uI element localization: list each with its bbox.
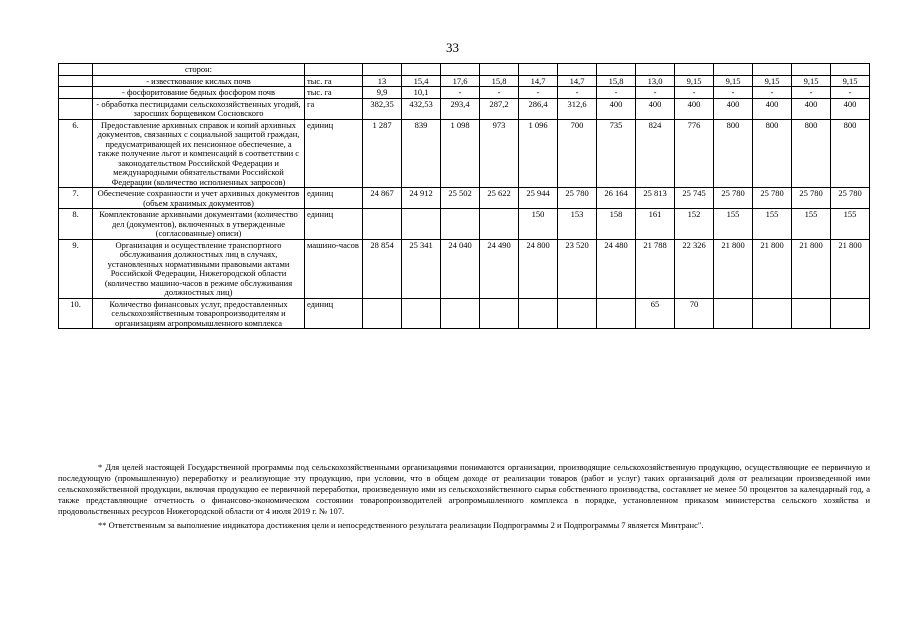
value-cell: 1 096 — [519, 119, 558, 188]
value-cell: - — [597, 87, 636, 99]
value-cell — [402, 298, 441, 329]
value-cell: 400 — [636, 98, 675, 119]
row-name: сторон: — [93, 64, 305, 76]
value-cell: 432,53 — [402, 98, 441, 119]
value-cell: 26 164 — [597, 188, 636, 209]
value-cell: - — [636, 87, 675, 99]
value-cell: 776 — [675, 119, 714, 188]
footnote-2: ** Ответственным за выполнение индикатора достижения цели и непосредственного результата реализации Подпрограммы 2 и Подпрограммы 7 является Минтранс". — [98, 520, 704, 531]
row-name: Обеспечение сохранности и учет архивных документов (объем хранимых документов) — [93, 188, 305, 209]
value-cell: - — [519, 87, 558, 99]
table-row — [59, 188, 870, 209]
row-unit: га — [305, 98, 363, 119]
row-unit: единиц — [305, 209, 363, 240]
footnote-1: * Для целей настоящей Государственной программы под сельскохозяйственными организациями понимаются организации, производящие сельскохозяйственную продукцию, осуществляющие ее первичную и последующую (промышленную) переработку и реализующие эту продукцию, при условии, что в общем доходе от реализации товаров (работ и услуг) таких организаций доля от реализации произведенной ими сельскохозяйственной продукции, включая продукцию ее первичной переработки, произведенную ими из сельскохозяйственного сырья собственного производства, составляет не менее 50 процентов за календарный год, а также представляющие отчетность о финансово-экономическом состоянии товаропроизводителей агропромышленного комплекса в порядке, установленном приказом министерства сельского хозяйства и продовольственных ресурсов Нижегородской области от 4 июля 2019 г. № 107. — [58, 462, 870, 517]
value-cell: 70 — [675, 298, 714, 329]
value-cell — [402, 209, 441, 240]
value-cell: 700 — [558, 119, 597, 188]
row-unit: единиц — [305, 188, 363, 209]
row-index: 6. — [59, 119, 93, 188]
value-cell: 13,0 — [636, 75, 675, 87]
value-cell: 400 — [675, 98, 714, 119]
row-unit: единиц — [305, 119, 363, 188]
value-cell: 800 — [792, 119, 831, 188]
value-cell: 21 800 — [753, 239, 792, 298]
value-cell: 9,15 — [753, 75, 792, 87]
value-cell — [519, 298, 558, 329]
value-cell: 24 480 — [597, 239, 636, 298]
value-cell: 9,9 — [363, 87, 402, 99]
value-cell — [597, 298, 636, 329]
value-cell: 400 — [714, 98, 753, 119]
value-cell: 14,7 — [519, 75, 558, 87]
value-cell: 15,8 — [597, 75, 636, 87]
value-cell — [441, 209, 480, 240]
value-cell: 155 — [792, 209, 831, 240]
row-index: 9. — [59, 239, 93, 298]
value-cell: 973 — [480, 119, 519, 188]
table-row — [59, 64, 870, 76]
value-cell: 153 — [558, 209, 597, 240]
value-cell: 25 622 — [480, 188, 519, 209]
value-cell — [363, 209, 402, 240]
row-index: 8. — [59, 209, 93, 240]
value-cell — [714, 298, 753, 329]
page-number: 33 — [446, 40, 459, 55]
value-cell: 155 — [714, 209, 753, 240]
table-row — [59, 239, 870, 298]
value-cell — [558, 298, 597, 329]
value-cell: 800 — [831, 119, 870, 188]
value-cell: 735 — [597, 119, 636, 188]
value-cell: 400 — [597, 98, 636, 119]
table-row — [59, 98, 870, 119]
value-cell: - — [831, 87, 870, 99]
value-cell: 25 813 — [636, 188, 675, 209]
value-cell: 312,6 — [558, 98, 597, 119]
value-cell: - — [753, 87, 792, 99]
value-cell: 287,2 — [480, 98, 519, 119]
value-cell: 13 — [363, 75, 402, 87]
row-name: Количество финансовых услуг, предоставленных сельскохозяйственным товаропроизводителям и организациям агропромышленного комплекса — [93, 298, 305, 329]
indicators-table — [58, 63, 870, 329]
row-unit: тыс. га — [305, 87, 363, 99]
value-cell: 1 287 — [363, 119, 402, 188]
value-cell: 286,4 — [519, 98, 558, 119]
table-row — [59, 87, 870, 99]
value-cell: 65 — [636, 298, 675, 329]
row-index — [59, 64, 93, 76]
value-cell: 9,15 — [675, 75, 714, 87]
value-cell: 25 341 — [402, 239, 441, 298]
row-unit: машино-часов — [305, 239, 363, 298]
value-cell: 24 040 — [441, 239, 480, 298]
value-cell: 25 745 — [675, 188, 714, 209]
value-cell: 21 800 — [714, 239, 753, 298]
value-cell: 293,4 — [441, 98, 480, 119]
value-cell: 9,15 — [714, 75, 753, 87]
value-cell: 17,6 — [441, 75, 480, 87]
row-name: - фосфоритование бедных фосфором почв — [93, 87, 305, 99]
value-cell — [753, 298, 792, 329]
value-cell: - — [675, 87, 714, 99]
value-cell: 400 — [831, 98, 870, 119]
value-cell: 150 — [519, 209, 558, 240]
row-unit: тыс. га — [305, 75, 363, 87]
row-index — [59, 75, 93, 87]
value-cell: 25 944 — [519, 188, 558, 209]
value-cell: 23 520 — [558, 239, 597, 298]
row-name: Предоставление архивных справок и копий архивных документов, связанных с социальной защитой граждан, предусматривающей их пенсионное обеспечение, а также получение льгот и компенсаций в соответствии с законодательством Российской Федерации и международными обязательствами Российской Федерации (количество исполненных запросов) — [93, 119, 305, 188]
value-cell — [831, 298, 870, 329]
table-row — [59, 75, 870, 87]
value-cell: 400 — [753, 98, 792, 119]
value-cell: - — [792, 87, 831, 99]
value-cell: 10,1 — [402, 87, 441, 99]
value-cell: - — [714, 87, 753, 99]
value-cell: 25 780 — [831, 188, 870, 209]
row-name: Комплектование архивными документами (количество дел (документов), включенных в утвержденные (согласованные) описи) — [93, 209, 305, 240]
value-cell: 24 800 — [519, 239, 558, 298]
footnotes — [58, 462, 870, 531]
table-row — [59, 209, 870, 240]
value-cell: 21 800 — [831, 239, 870, 298]
row-unit — [305, 64, 363, 76]
value-cell: 25 780 — [714, 188, 753, 209]
row-index — [59, 87, 93, 99]
value-cell: 155 — [753, 209, 792, 240]
value-cell: 25 502 — [441, 188, 480, 209]
value-cell: 800 — [714, 119, 753, 188]
value-cell: - — [558, 87, 597, 99]
value-cell: 28 854 — [363, 239, 402, 298]
value-cell: 158 — [597, 209, 636, 240]
row-index: 10. — [59, 298, 93, 329]
value-cell: 161 — [636, 209, 675, 240]
value-cell: 1 098 — [441, 119, 480, 188]
value-cell: - — [480, 87, 519, 99]
value-cell: 9,15 — [831, 75, 870, 87]
table-row — [59, 298, 870, 329]
value-cell: 24 867 — [363, 188, 402, 209]
value-cell: 22 326 — [675, 239, 714, 298]
value-cell: 824 — [636, 119, 675, 188]
value-cell: 14,7 — [558, 75, 597, 87]
row-name: - известкование кислых почв — [93, 75, 305, 87]
row-unit: единиц — [305, 298, 363, 329]
value-cell: 24 912 — [402, 188, 441, 209]
value-cell: 400 — [792, 98, 831, 119]
value-cell: 25 780 — [753, 188, 792, 209]
value-cell: 839 — [402, 119, 441, 188]
table-row — [59, 119, 870, 188]
value-cell — [363, 298, 402, 329]
value-cell — [792, 298, 831, 329]
value-cell: 800 — [753, 119, 792, 188]
value-cell: - — [441, 87, 480, 99]
value-cell: 382,35 — [363, 98, 402, 119]
value-cell: 21 788 — [636, 239, 675, 298]
value-cell: 21 800 — [792, 239, 831, 298]
row-name: - обработка пестицидами сельскохозяйственных угодий, заросших борщевиком Сосновского — [93, 98, 305, 119]
value-cell: 24 490 — [480, 239, 519, 298]
value-cell: 152 — [675, 209, 714, 240]
value-cell — [441, 298, 480, 329]
value-cell: 155 — [831, 209, 870, 240]
row-index: 7. — [59, 188, 93, 209]
row-index — [59, 98, 93, 119]
value-cell: 25 780 — [792, 188, 831, 209]
value-cell — [480, 298, 519, 329]
value-cell — [480, 209, 519, 240]
value-cell: 15,8 — [480, 75, 519, 87]
value-cell: 15,4 — [402, 75, 441, 87]
value-cell: 9,15 — [792, 75, 831, 87]
row-name: Организация и осуществление транспортного обслуживания должностных лиц в случаях, установленных нормативными правовыми актами Российской Федерации, Нижегородской области (количество машино-часов в режиме обслуживания должностных лиц) — [93, 239, 305, 298]
value-cell: 25 780 — [558, 188, 597, 209]
